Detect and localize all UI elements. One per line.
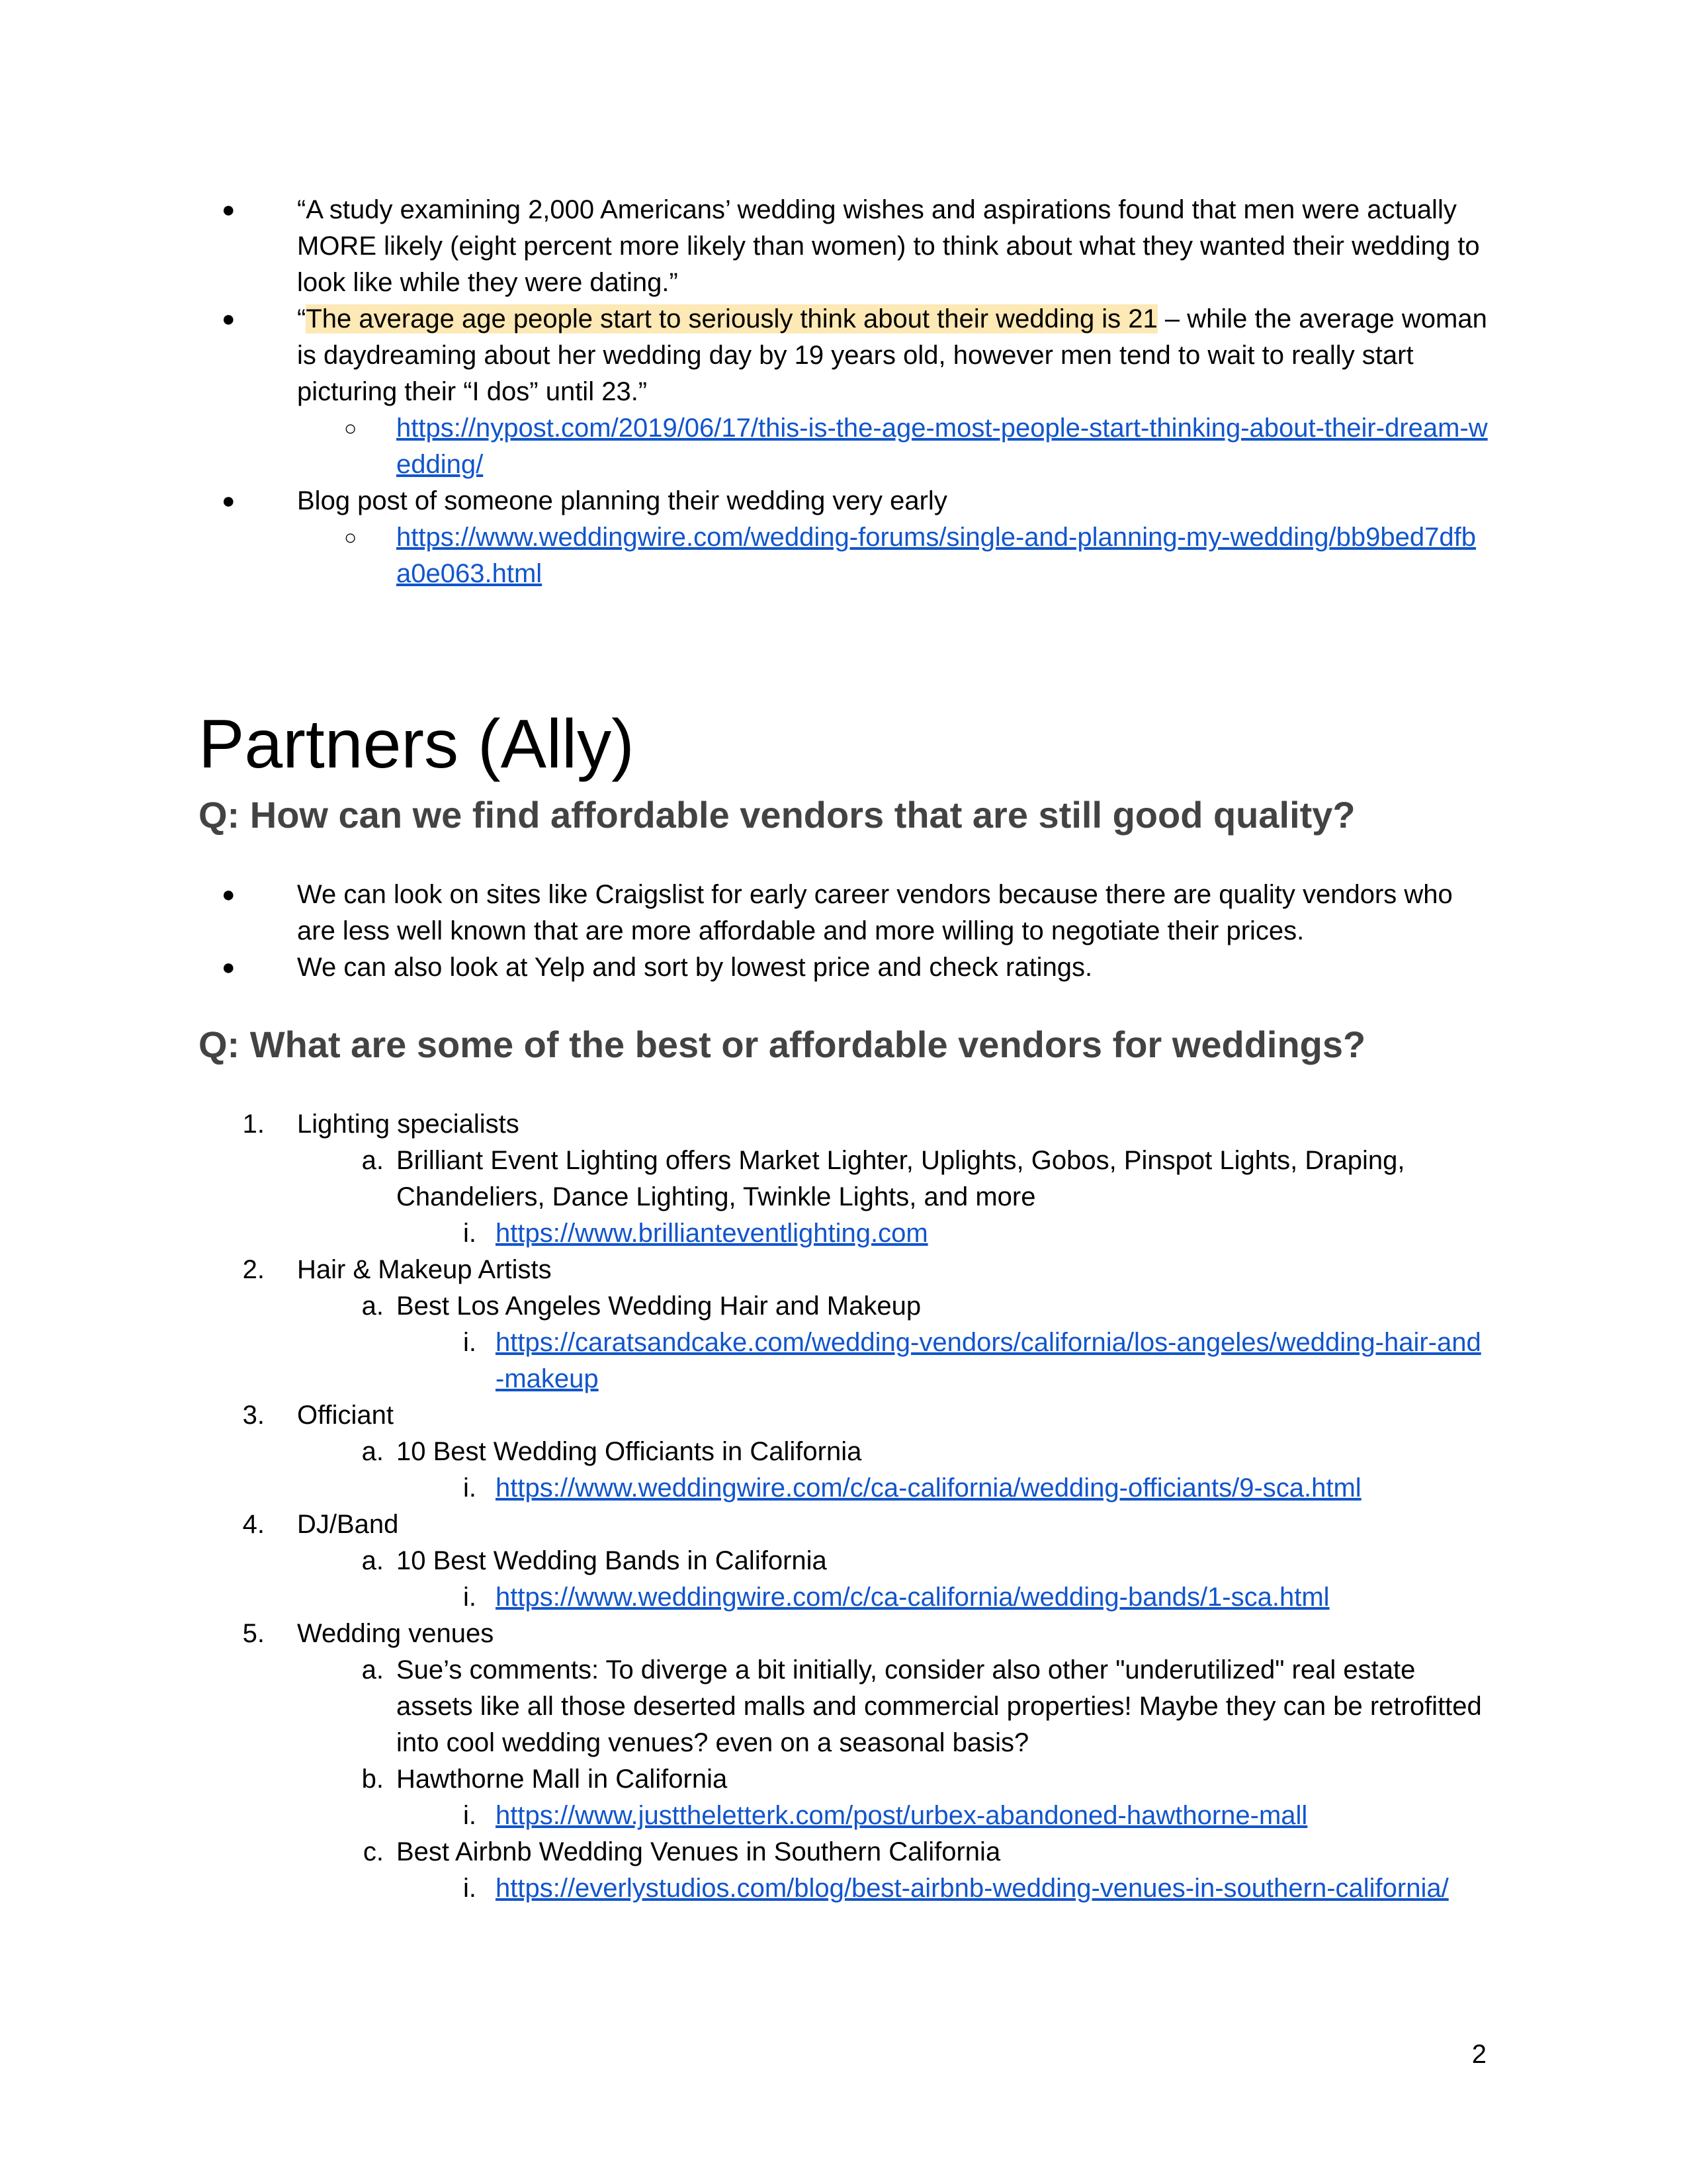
vendor-list <box>198 1106 1489 1907</box>
item-label: DJ/Band <box>297 1510 399 1539</box>
open-quote: “ <box>297 304 306 333</box>
list-item <box>198 192 1489 301</box>
document-page <box>198 192 1489 1907</box>
nypost-link[interactable]: https://nypost.com/2019/06/17/this-is-the-age-most-people-start-thinking-about-their-dream-wedding/ <box>396 414 1488 479</box>
item-label: Hair & Makeup Artists <box>297 1255 552 1284</box>
list-roman: i. <box>463 1219 476 1248</box>
list-item <box>198 1252 1489 1288</box>
list-item <box>198 1834 1489 1870</box>
weddingwire-forum-link[interactable]: https://www.weddingwire.com/wedding-forums/single-and-planning-my-wedding/bb9bed7dfba0e063.html <box>396 523 1476 588</box>
list-item <box>198 301 1489 410</box>
everlystudios-link[interactable]: https://everlystudios.com/blog/best-airbnb-wedding-venues-in-southern-california/ <box>496 1874 1449 1903</box>
question-heading-2: Q: What are some of the best or affordable vendors for weddings? <box>198 1024 1366 1065</box>
list-item <box>198 1434 1489 1470</box>
item-text: Best Airbnb Wedding Venues in Southern California <box>396 1837 1001 1866</box>
item-text: Hawthorne Mall in California <box>396 1765 728 1794</box>
circle-bullet-icon: ○ <box>344 525 357 549</box>
list-item <box>198 1106 1489 1143</box>
page-number: 2 <box>1471 2040 1487 2069</box>
list-item <box>198 877 1489 949</box>
list-item <box>198 1470 1489 1507</box>
list-item <box>198 1143 1489 1215</box>
item-label: Officiant <box>297 1401 394 1430</box>
item-text: 10 Best Wedding Bands in California <box>396 1546 827 1575</box>
list-letter: a. <box>361 1146 384 1175</box>
bullet-text: We can look on sites like Craigslist for early career vendors because there are quality vendors who are less well known that are more affordable and more willing to negotiate their prices. <box>297 880 1453 945</box>
list-item <box>198 1798 1489 1834</box>
list-number: 1. <box>242 1110 265 1139</box>
list-letter: a. <box>361 1437 384 1466</box>
list-item <box>198 1325 1489 1397</box>
list-letter: b. <box>361 1765 384 1794</box>
q1-bullet-list <box>198 877 1489 986</box>
list-number: 4. <box>242 1510 265 1539</box>
question-heading-1: Q: How can we find affordable vendors that are still good quality? <box>198 794 1356 836</box>
highlighted-text: The average age people start to seriously think about their wedding is 21 <box>306 304 1158 333</box>
bullet-text: – while the average woman is daydreaming about her wedding day by 19 years old, however men tend to wait to really start picturing their “I dos” until 23.” <box>297 304 1487 406</box>
section-title: Partners (Ally) <box>198 706 634 783</box>
list-item <box>198 1616 1489 1652</box>
list-item <box>198 1288 1489 1325</box>
list-letter: a. <box>361 1655 384 1684</box>
list-roman: i. <box>463 1583 476 1612</box>
item-text: Sue’s comments: To diverge a bit initially, consider also other "underutilized" real estate assets like all those deserted malls and commercial properties! Maybe they can be retrofitted into cool wedding venues? even on a seasonal basis? <box>396 1655 1482 1757</box>
bullet-icon: ● <box>222 197 236 222</box>
item-label: Lighting specialists <box>297 1110 519 1139</box>
list-roman: i. <box>463 1328 476 1357</box>
list-roman: i. <box>463 1874 476 1903</box>
bullet-icon: ● <box>222 882 236 907</box>
list-number: 2. <box>242 1255 265 1284</box>
list-roman: i. <box>463 1801 476 1830</box>
weddingwire-officiants-link[interactable]: https://www.weddingwire.com/c/ca-california/wedding-officiants/9-sca.html <box>496 1473 1362 1503</box>
item-label: Wedding venues <box>297 1619 494 1648</box>
bullet-icon: ● <box>222 306 236 331</box>
list-item <box>198 1543 1489 1579</box>
item-text: Best Los Angeles Wedding Hair and Makeup <box>396 1291 922 1321</box>
bullet-text: Blog post of someone planning their wedding very early <box>297 486 947 515</box>
intro-bullet-list <box>198 192 1489 592</box>
list-letter: c. <box>363 1837 384 1866</box>
list-item <box>198 1652 1489 1761</box>
bullet-text: “A study examining 2,000 Americans’ wedding wishes and aspirations found that men were actually MORE likely (eight percent more likely than women) to think about what they wanted their wedding to look like while they were dating.” <box>297 195 1480 297</box>
caratsandcake-link[interactable]: https://caratsandcake.com/wedding-vendors/california/los-angeles/wedding-hair-and-makeup <box>496 1328 1481 1393</box>
list-letter: a. <box>361 1546 384 1575</box>
list-item <box>198 949 1489 986</box>
list-item <box>198 483 1489 519</box>
bullet-text: We can also look at Yelp and sort by lowest price and check ratings. <box>297 953 1093 982</box>
circle-bullet-icon: ○ <box>344 416 357 440</box>
justtheletterk-link[interactable]: https://www.justtheletterk.com/post/urbex-abandoned-hawthorne-mall <box>496 1801 1308 1830</box>
list-item <box>198 1761 1489 1798</box>
list-item <box>198 410 1489 483</box>
list-item <box>198 1397 1489 1434</box>
list-item <box>198 1870 1489 1907</box>
list-item <box>198 1579 1489 1616</box>
weddingwire-bands-link[interactable]: https://www.weddingwire.com/c/ca-california/wedding-bands/1-sca.html <box>496 1583 1330 1612</box>
list-item <box>198 1215 1489 1252</box>
bullet-icon: ● <box>222 488 236 513</box>
list-item <box>198 519 1489 592</box>
item-text: Brilliant Event Lighting offers Market Lighter, Uplights, Gobos, Pinspot Lights, Draping, Chandeliers, Dance Lighting, Twinkle Lights, and more <box>396 1146 1405 1211</box>
bullet-icon: ● <box>222 955 236 980</box>
list-roman: i. <box>463 1473 476 1503</box>
item-text: 10 Best Wedding Officiants in California <box>396 1437 862 1466</box>
list-number: 5. <box>242 1619 265 1648</box>
list-letter: a. <box>361 1291 384 1321</box>
list-number: 3. <box>242 1401 265 1430</box>
list-item <box>198 1507 1489 1543</box>
brillianteventlighting-link[interactable]: https://www.brillianteventlighting.com <box>496 1219 928 1248</box>
